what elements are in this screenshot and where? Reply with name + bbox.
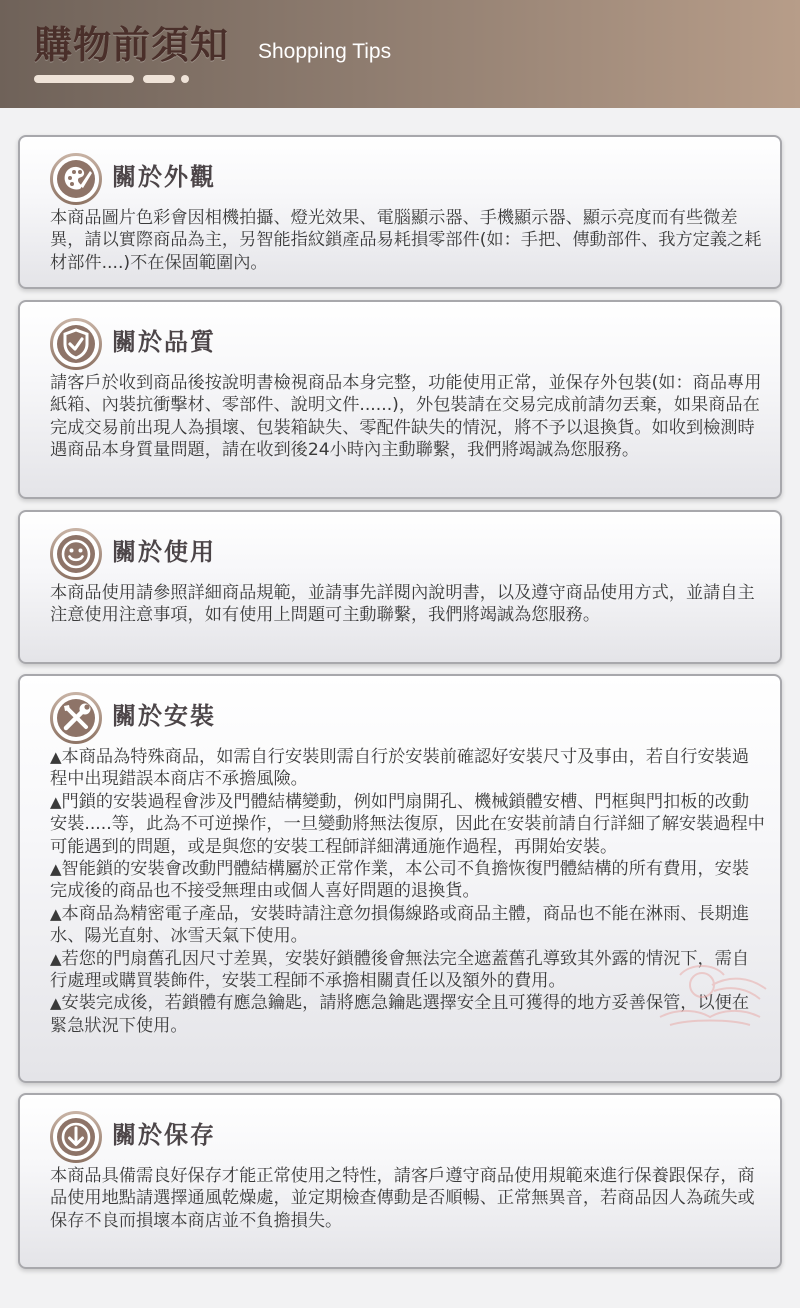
page-subtitle: Shopping Tips [258, 40, 392, 63]
page-title: 購物前須知 [34, 23, 230, 67]
section-text: 本商品具備需良好保存才能正常使用之特性，請客戶遵守商品使用規範來進行保養跟保存，商品使用地點請選擇通風乾燥處，並定期檢查傳動是否順暢、正常無異音，若商品因人為疏失或保存不良而損壞本商店並不負擔損失。 [50, 1166, 755, 1231]
section-text: 本商品圖片色彩會因相機拍攝、燈光效果、電腦顯示器、手機顯示器、顯示亮度而有些微差異，請以實際商品為主，另智能指紋鎖產品易耗損零部件(如：手把、傳動部件、我方定義之耗材部件....)不在保固範圍內。 [50, 208, 762, 273]
install-item: ▲ 本商品為精密電子產品，安裝時請注意勿損傷線路或商品主體，商品也不能在淋雨、長期進水、陽光直射、冰雪天氣下使用。 [50, 903, 766, 948]
section-text: 本商品使用請參照詳細商品規範，並請事先詳閱內說明書，以及遵守商品使用方式，並請自主注意使用注意事項，如有使用上問題可主動聯繫，我們將竭誠為您服務。 [50, 583, 755, 626]
section-title: 關於外觀 [112, 163, 216, 191]
install-item: ▲ 安裝完成後，若鎖體有應急鑰匙，請將應急鑰匙選擇安全且可獲得的地方妥善保管，以便在緊急狀況下使用。 [50, 992, 766, 1037]
section-body [50, 372, 766, 462]
header-banner [0, 0, 800, 108]
install-item: ▲ 智能鎖的安裝會改動門體結構屬於正常作業，本公司不負擔恢復門體結構的所有費用，安裝完成後的商品也不接受無理由或個人喜好問題的退換貨。 [50, 858, 766, 903]
section-quality [18, 300, 782, 499]
smiley-icon [50, 528, 102, 580]
header-decoration-dot [181, 75, 189, 83]
section-body [50, 1165, 766, 1232]
section-usage [18, 510, 782, 664]
section-body [50, 582, 766, 627]
section-title: 關於品質 [112, 328, 216, 356]
tools-icon [50, 692, 102, 744]
download-arrow-icon [50, 1111, 102, 1163]
section-text: 請客戶於收到商品後按說明書檢視商品本身完整，功能使用正常，並保存外包裝(如：商品專用紙箱、內裝抗衝擊材、零部件、說明文件......)，外包裝請在交易完成前請勿丟棄，如果商品在完成交易前出現人為損壞、包裝箱缺失、零配件缺失的情況，將不予以退換貨。如收到檢測時遇商品本身質量問題，請在收到後24小時內主動聯繫，我們將竭誠為您服務。 [50, 373, 762, 461]
header-decoration-bar-short [143, 75, 175, 83]
section-appearance [18, 135, 782, 289]
shield-check-icon [50, 318, 102, 370]
section-title: 關於使用 [112, 538, 216, 566]
section-title: 關於保存 [112, 1121, 216, 1149]
section-body [50, 207, 766, 274]
header-decoration-bar [34, 75, 134, 83]
install-item: ▲ 若您的門扇舊孔因尺寸差異，安裝好鎖體後會無法完全遮蓋舊孔導致其外露的情況下，需自行處理或購買裝飾件，安裝工程師不承擔相關責任以及額外的費用。 [50, 948, 766, 993]
install-item: ▲ 本商品為特殊商品，如需自行安裝則需自行於安裝前確認好安裝尺寸及事由，若自行安裝過程中出現錯誤本商店不承擔風險。 [50, 746, 766, 791]
install-item: ▲ 門鎖的安裝過程會涉及門體結構變動，例如門扇開孔、機械鎖體安槽、門框與門扣板的改動安裝.....等，此為不可逆操作，一旦變動將無法復原，因此在安裝前請自行詳細了解安裝過程中可能遇到的問題，或是與您的安裝工程師詳細溝通施作過程，再開始安裝。 [50, 791, 766, 858]
watermark-emblem [640, 955, 780, 1035]
palette-icon [50, 153, 102, 205]
section-storage [18, 1093, 782, 1269]
section-title: 關於安裝 [112, 702, 216, 730]
